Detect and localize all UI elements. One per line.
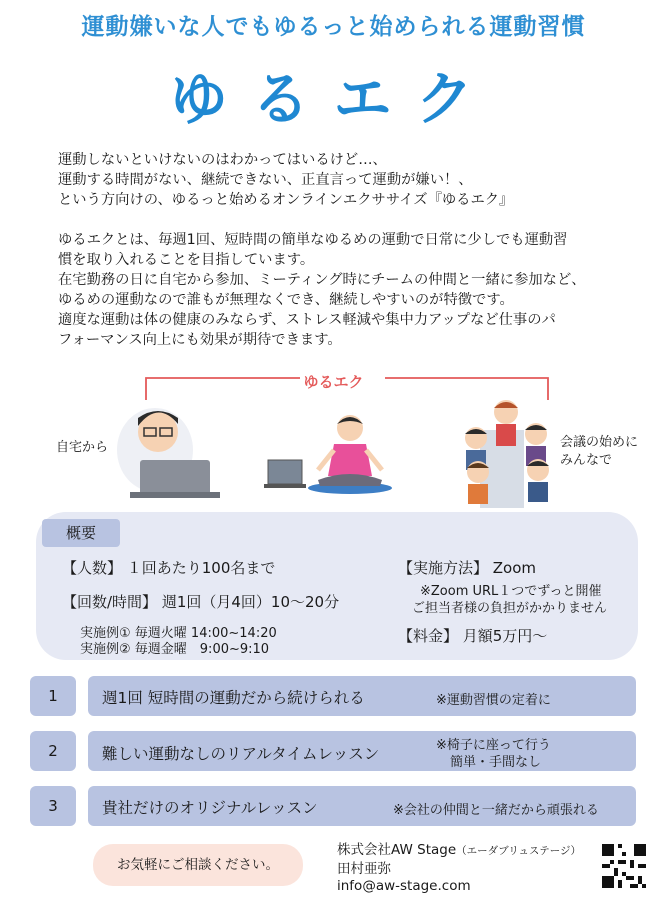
- contact-person: 田村亜弥: [337, 860, 391, 877]
- intro-line: という方向けの、ゆるっと始めるオンラインエクササイズ『ゆるエク』: [58, 192, 514, 208]
- feature-label: 貴社だけのオリジナルレッスン: [102, 799, 318, 817]
- company-kana: （エーダブリュステージ）: [456, 845, 582, 857]
- feature-number: 1: [30, 676, 76, 716]
- meeting-illustration: [465, 400, 549, 508]
- company-name: 株式会社AW Stage: [337, 842, 457, 858]
- contact-bubble: お気軽にご相談ください。: [93, 844, 303, 886]
- overview-people: 【人数】 １回あたり100名まで: [62, 559, 276, 577]
- feature-note: ※運動習慣の定着に: [436, 693, 551, 708]
- overview-price: 【料金】 月額5万円～: [398, 627, 548, 645]
- overview-example: 実施例① 毎週火曜 14:00~14:20: [80, 626, 277, 641]
- page-title: ゆるエク: [169, 65, 498, 133]
- intro-line: ゆるめの運動なので誰もが無理なくでき、継続しやすいのが特徴です。: [58, 292, 514, 308]
- feature-number: 2: [30, 731, 76, 771]
- qr-code-icon: [602, 844, 646, 888]
- label-meeting-line: 会議の始めに: [560, 435, 639, 450]
- overview-frequency: 【回数/時間】 週1回（月4回）10～20分: [62, 593, 340, 611]
- intro-line: 適度な運動は体の健康のみならず、ストレス軽減や集中力アップなど仕事のパ: [58, 312, 556, 328]
- page-subtitle: 運動嫌いな人でもゆるっと始められる運動習慣: [81, 14, 586, 40]
- company-line: [337, 842, 581, 861]
- overview-method: 【実施方法】 Zoom: [398, 559, 537, 577]
- intro-line: 運動しないといけないのはわかってはいるけど…、: [58, 152, 387, 168]
- label-meeting: [560, 434, 638, 470]
- overview-example: 実施例② 毎週金曜 9:00~9:10: [80, 642, 270, 657]
- home-worker-illustration: [117, 408, 220, 498]
- overview-method-note: ご担当者様の負担がかかりません: [412, 601, 608, 616]
- intro-line: 慣を取り入れることを目指しています。: [58, 252, 315, 268]
- feature-number: 3: [30, 786, 76, 826]
- label-home: 自宅から: [56, 440, 109, 455]
- feature-note: ※椅子に座って行う: [436, 738, 551, 753]
- feature-label: 週1回 短時間の運動だから続けられる: [102, 689, 365, 707]
- intro-text: [58, 150, 658, 350]
- intro-line: ゆるエクとは、毎週1回、短時間の簡単なゆるめの運動で日常に少しでも運動習: [58, 232, 568, 248]
- intro-line: 運動する時間がない、継続できない、正直言って運動が嫌い！、: [58, 172, 473, 188]
- company-info: [337, 842, 581, 896]
- feature-note: 簡単・手間なし: [450, 755, 542, 770]
- yoga-illustration: [264, 415, 392, 494]
- intro-line: 在宅勤務の日に自宅から参加、ミーティング時にチームの仲間と一緒に参加など、: [58, 272, 586, 288]
- feature-label: 難しい運動なしのリアルタイムレッスン: [102, 745, 380, 763]
- label-meeting-line: みんなで: [560, 453, 613, 468]
- overview-heading: 概要: [42, 519, 120, 547]
- contact-email[interactable]: info@aw-stage.com: [337, 878, 471, 894]
- illustration-title: ゆるエク: [303, 373, 364, 391]
- intro-line: フォーマンス向上にも効果が期待できます。: [58, 332, 342, 348]
- feature-note: ※会社の仲間と一緒だから頑張れる: [393, 803, 599, 818]
- overview-method-note: ※Zoom URL１つでずっと開催: [420, 584, 602, 599]
